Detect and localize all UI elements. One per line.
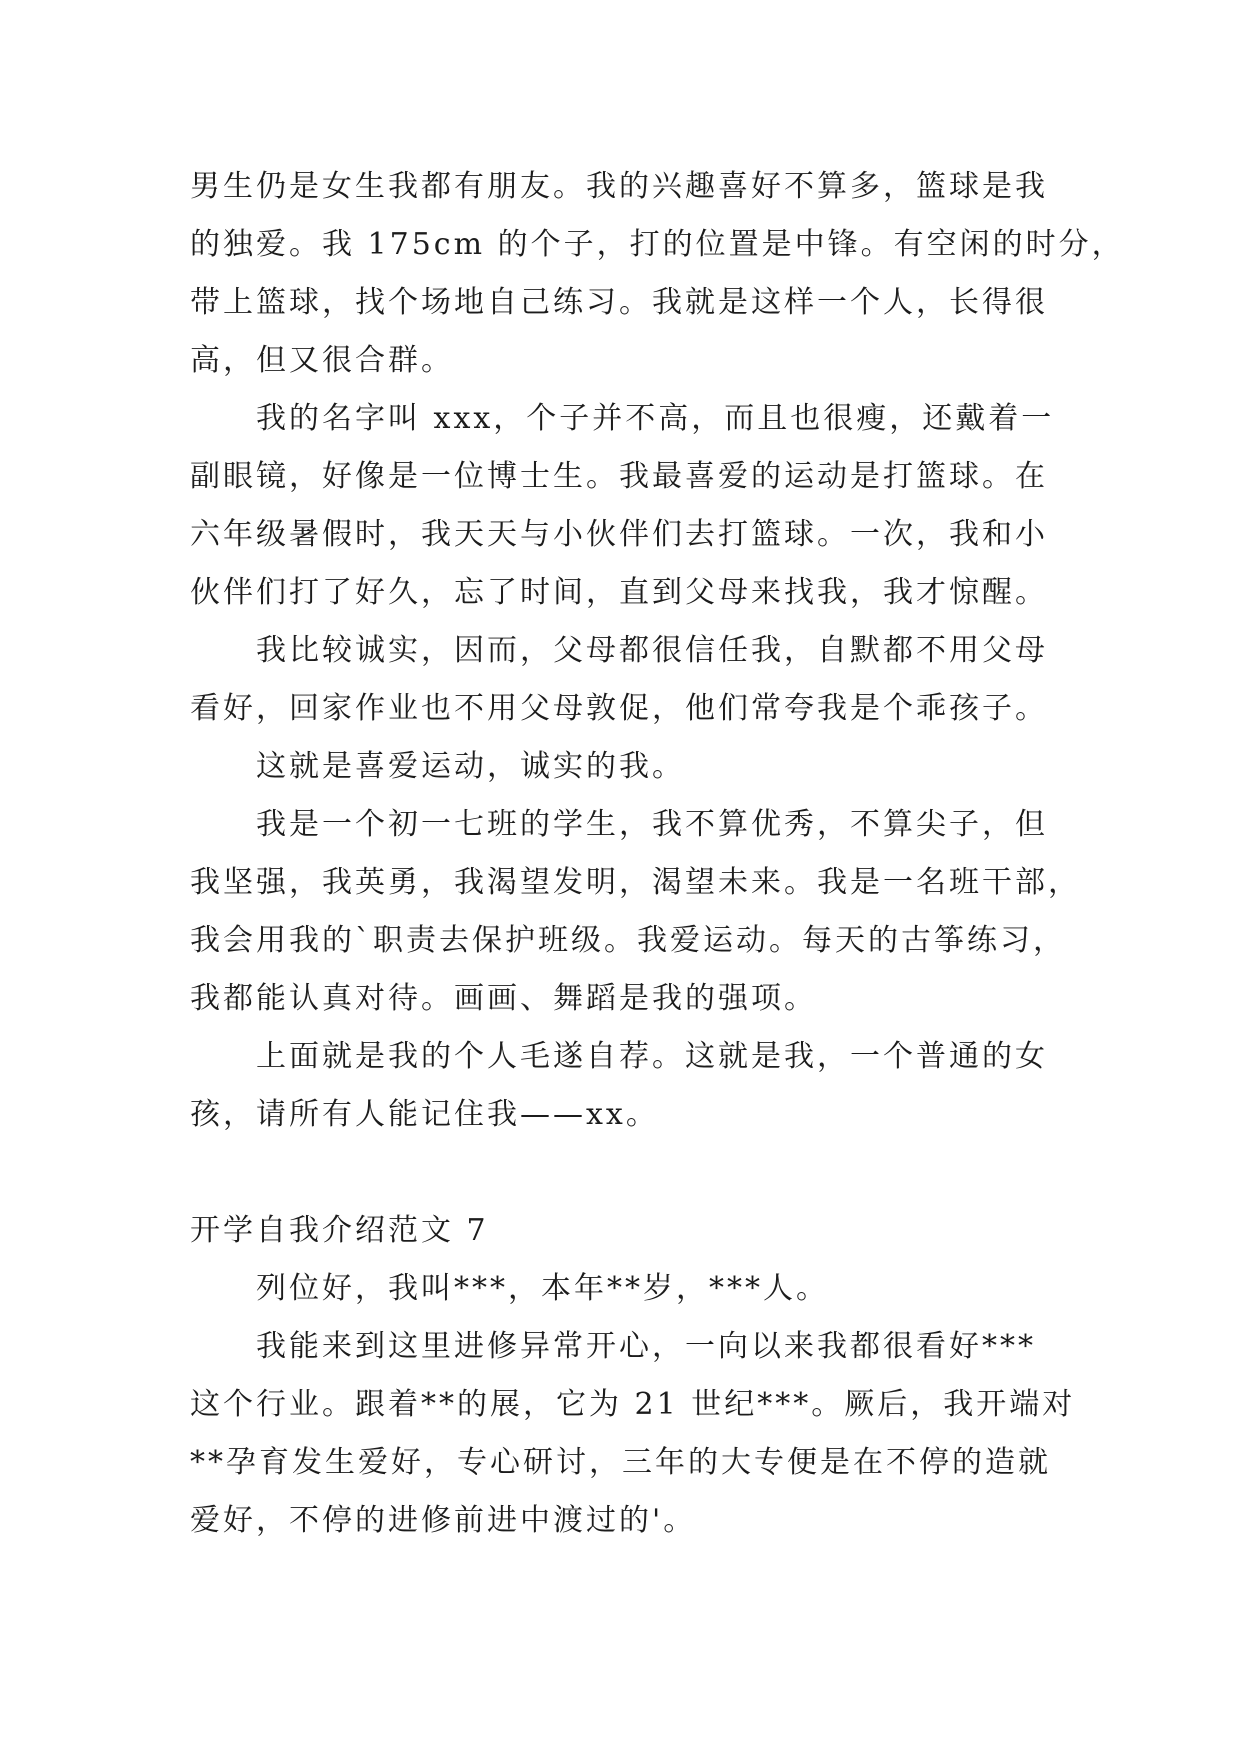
paragraph-line: 带上篮球，找个场地自己练习。我就是这样一个人，长得很 (190, 285, 1048, 320)
document-page (190, 158, 1125, 1550)
paragraph-line: **孕育发生爱好，专心研讨，三年的大专便是在不停的造就 (190, 1445, 1051, 1480)
paragraph-line: 上面就是我的个人毛遂自荐。这就是我，一个普通的女 (256, 1039, 1048, 1074)
paragraph-line: 看好，回家作业也不用父母敦促，他们常夸我是个乖孩子。 (190, 691, 1048, 726)
paragraph (190, 622, 1090, 738)
section-heading: 开学自我介绍范文 7 (190, 1213, 489, 1248)
paragraph (190, 1028, 1090, 1144)
paragraph-line: 伙伴们打了好久，忘了时间，直到父母来找我，我才惊醒。 (190, 575, 1048, 610)
paragraph-line: 六年级暑假时，我天天与小伙伴们去打篮球。一次，我和小 (190, 517, 1048, 552)
paragraph-line: 我会用我的`职责去保护班级。我爱运动。每天的古筝练习， (190, 923, 1066, 958)
paragraph-line: 我都能认真对待。画画、舞蹈是我的强项。 (190, 981, 817, 1016)
paragraph-line: 的独爱。我 175cm 的个子，打的位置是中锋。有空闲的时分， (190, 227, 1125, 262)
paragraph-line: 爱好，不停的进修前进中渡过的'。 (190, 1503, 697, 1538)
paragraph (190, 1318, 1090, 1550)
paragraph (190, 1260, 1090, 1318)
paragraph-line: 我的名字叫 xxx，个子并不高，而且也很瘦，还戴着一 (256, 401, 1055, 436)
paragraph-line: 我能来到这里进修异常开心，一向以来我都很看好*** (256, 1329, 1036, 1364)
section-spacer (190, 1144, 1090, 1202)
paragraph-line: 男生仍是女生我都有朋友。我的兴趣喜好不算多，篮球是我 (190, 169, 1048, 204)
paragraph-line: 这就是喜爱运动，诚实的我。 (256, 749, 685, 784)
paragraph-line: 高，但又很合群。 (190, 343, 454, 378)
paragraph-line: 我比较诚实，因而，父母都很信任我，自默都不用父母 (256, 633, 1048, 668)
paragraph (190, 390, 1090, 622)
paragraph-line: 孩，请所有人能记住我——xx。 (190, 1097, 659, 1132)
paragraph (190, 796, 1090, 1028)
paragraph (190, 738, 1090, 796)
paragraph-line: 副眼镜，好像是一位博士生。我最喜爱的运动是打篮球。在 (190, 459, 1048, 494)
paragraph-line: 这个行业。跟着**的展，它为 21 世纪***。厥后，我开端对 (190, 1387, 1076, 1422)
paragraph-line: 列位好，我叫***，本年**岁，***人。 (256, 1271, 829, 1306)
paragraph-line: 我是一个初一七班的学生，我不算优秀，不算尖子，但 (256, 807, 1048, 842)
continued-paragraph (190, 158, 1125, 390)
paragraph-line: 我坚强，我英勇，我渴望发明，渴望未来。我是一名班干部， (190, 865, 1081, 900)
